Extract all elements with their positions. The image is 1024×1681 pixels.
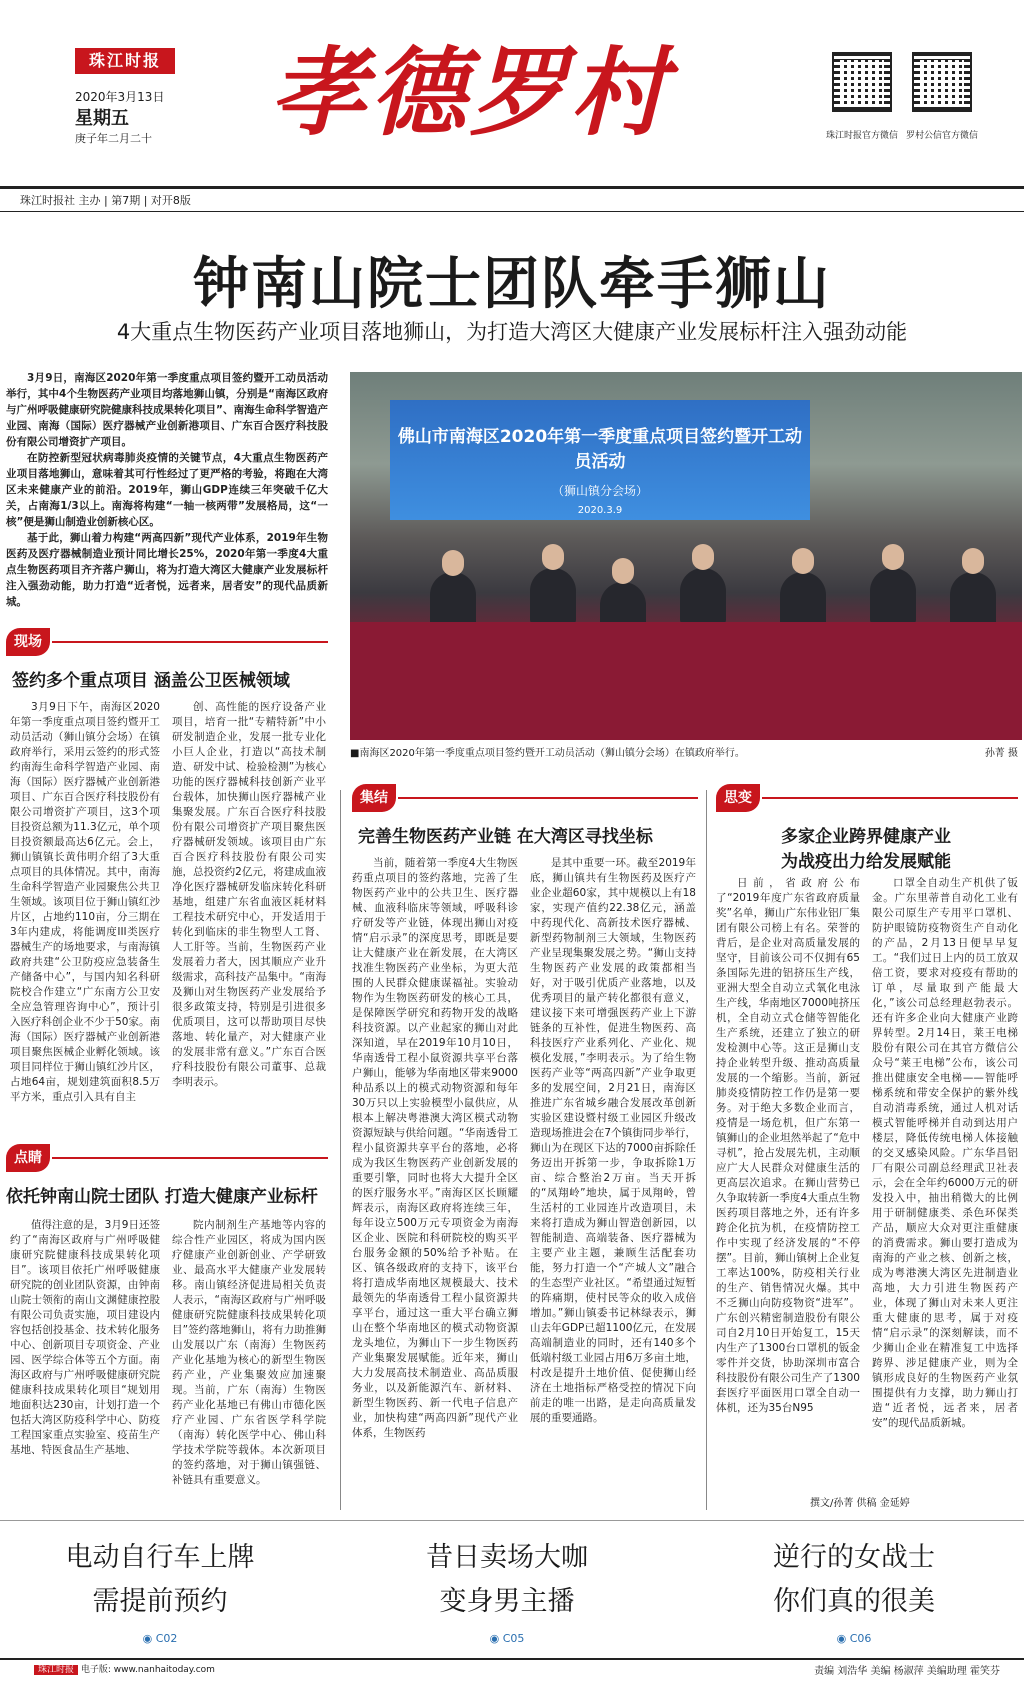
event-screen — [390, 400, 810, 520]
section-title-sibian — [716, 822, 1016, 872]
article-column — [530, 856, 696, 1508]
section-rule — [52, 1157, 328, 1159]
article-text: 是其中重要一环。截至2019年底，狮山镇共有生物医药及医疗产业企业超60家，其中规模以上有18家，实现产值约22.38亿元，涵盖中药现代化、高新技术医疗器械、新型药物制剂三大领域，生物医药产业呈现集聚发展之势。“狮山支持生物医药产业发展的政策都相当好，对于吸引优质产业落地，以及优秀项目的量产转化都很有意义，建议接下来可增强医药产业上下游链条的互补性，促进生物医药、高科技医疗产业系列化、产业化、规模化发展，”李明表示。为了给生物医药产业等“两高四新”产业争取更多的发展空间，2月21日，南海区推进广东省城乡融合发展改革创新实验区建设暨村级工业园区升级改造现场推进会在7个镇街同步举行，狮山为在现区下达的7000亩拆除任务迈出开拆第一步，争取拆除1万亩、综合整治2万亩。当天开拆的“凤翔岭”地块，属于凤翔岭，曾生活村的工业园连片改造项目，未来将打造成为狮山智造创新园，以智能制造、高端装备、医疗器械为主要产业主题，兼顾生活配套功能，努力打造一个“产城人文”融合的生态型产业社区。“希望通过短暂的阵痛期，使村民等众的收入成倍增加。”狮山镇委书记林绿表示，狮山去年GDP已超1100亿元，在发展高端制造业的同时，还有140多个低端村级工业园占用6万多亩土地，村改是提升土地价值、促使狮山经济在土地指标严格受控的情况下向前走的唯一出路，是走向高质量发展的重要通路。 — [530, 857, 696, 1424]
teaser-line: 逆行的女战士 — [773, 1542, 935, 1573]
section-tag-sibian: 思变 — [716, 784, 760, 812]
article-text: 当前，随着第一季度4大生物医药重点项目的签约落地，完善了生物医药产业中的公共卫生、医疗器械、血液科临床等领域，呼吸科诊疗研发等产业链，体现出狮山对疫情“启示录”的深度思考，即既是要让大健康产业在新发展，在大湾区找准生物医药产业坐标，为更大范围的人民群众健康谋福祉。实验动物作为生物医药研发的核心工具，是保障医学研究和药物开发的战略科技资源。以产业起家的狮山对此深知道，早在2019年10月10日，华南透骨工程小鼠资源共享平台落户狮山，能够为华南地区带来9000种品系以上的模式动物资源和每年30万只以上实验模型小鼠供应，从根本上解决粤港澳大湾区模式动物资源短缺与供给问题。“华南透骨工程小鼠资源共享平台的落地，必将成为我区生物医药产业创新发展的重要引擎，同时也将大大提升全区的医疗服务水平。”南海区区长顾耀辉表示，南海区政府将连续三年，每年设立500万元专项资金为南海区企业、医院和科研院校的购买平台服务金额的50%给予补贴。在区、镇各级政府的支持下，该平台将打造成华南地区规模最大、技术最领先的华南透骨工程小鼠资源共享平台，通过这一重大平台确立狮山在整个华南地区的模式动物资源龙头地位，为狮山下一步生物医药产业集聚发展赋能。近年来，狮山大力发展高技术制造业、高品质服务业，以及新能源汽车、新材料、新型生物医药、新一代电子信息产业，加快构建“两高四新”现代产业体系，生物医药 — [352, 857, 518, 1439]
article-text: 创、高性能的医疗设备产业项目，培育一批“专精特新”中小研发制造企业，发展一批专业化小巨人企业，打造以“高技术制造、研发中试、检验检测”为核心功能的医疗器械科技创新产业平台载体，加快狮山医疗器械产业集聚发展。广东百合医疗科技股份有限公司增资扩产项目聚焦医疗器械研发领域。该项目由广东百合医疗科技股份有限公司实施，总投资约2亿元，将建成血液净化医疗器械研发临床转化科研基地，组建广东省血液区耗材料工程技术研究中心，开发适用于转化到临床的非生物型人工肾、人工肝等。当前，生物医药产业发展着力者大，因其顺应产业升级需求，高科技产品集中。“南海及狮山对生物医药产业发展给予很多政策支持，特别是引进很多优质项目，这可以帮助项目尽快落地、转化量产，对大健康产业的发展非常有意义。”广东百合医疗科技股份有限公司董事、总裁李明表示。 — [172, 701, 326, 1088]
article-column — [172, 1218, 326, 1508]
issue-info: 珠江时报社 主办 | 第7期 | 对开8版 — [20, 194, 191, 207]
article-text: 口罩全自动生产机供了钣金。广东里蒂普自动化工业有限公司原生产专用平口罩机、防护眼镜防疫物资生产自动化的产品，2月13日便早早复工。“我们过日上内的员工放双倍工资，要求对疫疫有帮助的订单，尽量取到产能最大化，”该公司总经理赵勃表示。还有许多企业向大健康产业跨界转型。2月14日，莱王电梯股份有限公司在其官方微信公众号“莱王电梯”公布，该公司推出健康安全电梯——智能呼梯系统和带安全保护的紫外线自动消毒系统，通过人机对话模式智能呼梯并自动到达用户楼层，降低传统电梯人体接触的交叉感染风险。广东华昌铝厂有限公司副总经理武卫社表示，会在全年约6000万元的研发投入中，抽出稍微大的比例用于研制健康类、杀色环保类产品，顺应大众对更注重健康的消费需求。狮山要打造成为南海的产业之核、创新之核，成为粤港澳大湾区先进制造业高地，大力引进生物医药产业，体现了狮山对未来人更注重大健康的思考，属于对疫情“启示录”的深刻解读，而不少狮山企业在精准复工中选择跨界、涉足健康产业，则为全镇形成良好的生物医药产业氛围提供有力支撑，助力狮山打造“近者悦，远者来，居者安”的现代品质新城。 — [872, 877, 1018, 1429]
conference-table — [350, 622, 1022, 740]
section-rule — [398, 797, 698, 799]
lead-paragraph: 3月9日，南海区2020年第一季度重点项目签约暨开工动员活动举行，其中4个生物医药产业项目均落地狮山镇，分别是“南海区政府与广州呼吸健康研究院健康科技成果转化项目”、南海生命科学智造产业园、南海（国际）医疗器械产业创新港项目、广东百合医疗科技股份有限公司增资扩产项目。 — [6, 372, 328, 448]
photo-caption — [350, 744, 1022, 759]
article-text: 院内制剂生产基地等内容的综合性产业园区，将成为国内医疗健康产业创新创业、产学研致业、最高水平大健康产业发展转移。南山镇经济促进局相关负责人表示，“南海区政府与广州呼吸健康研究院健康科技成果转化项目”签约落地狮山，将有力助推狮山发展以广东（南海）生物医药产业化基地为核心的新型生物医药产业，产业集聚效应加速聚现。当前，广东（南海）生物医药产业化基地已有佛山市德化医疗产业园、广东省医学科学院（南海）转化医学中心、佛山科学技术学院等载体。本次新项目的签约落地，对于狮山镇强链、补链具有重要意义。 — [172, 1219, 326, 1486]
teaser-page-c02[interactable]: ◉ C02 — [142, 1632, 178, 1645]
lunar-date: 庚子年二月二十 — [75, 132, 152, 145]
zhujiang-times-logo: 珠江时报 — [75, 48, 175, 74]
teaser-c06[interactable] — [704, 1536, 1004, 1624]
caption-text: ■南海区2020年第一季度重点项目签约暨开工动员活动（狮山镇分会场）在镇政府举行。 — [350, 748, 745, 759]
masthead-brand: 孝德罗村 — [270, 36, 670, 149]
lead-paragraph: 基于此，狮山着力构建“两高四新”现代产业体系，2019年生物医药及医疗器械制造业预计同比增长25%，2020年第一季度4大重点生物医药项目齐齐落户狮山，将为打造大湾区大健康产业发展标杆注入强劲动能，助力打造“近者悦，远者来，居者安”的现代品质新城。 — [6, 532, 328, 608]
teaser-line: 电动自行车上牌 — [65, 1542, 255, 1573]
issue-date: 2020年3月13日 — [75, 90, 165, 104]
issue-weekday: 星期五 — [75, 108, 129, 129]
screen-title: 佛山市南海区2020年第一季度重点项目签约暨开工动员活动 — [397, 427, 803, 472]
teaser-c02[interactable] — [10, 1536, 310, 1624]
article-column — [352, 856, 518, 1508]
event-photo — [350, 372, 1022, 740]
lead-paragraph: 在防控新型冠状病毒肺炎疫情的关键节点，4大重点生物医药产业项目落地狮山，意味着其可行性经过了更严格的考验，将跑在大湾区未来健康产业的前沿。2019年，狮山GDP连续三年突破千亿大关，占南海1/3以上。南海将构建“一轴一核两带”发展格局，这“一核”便是狮山制造业创新核心区。 — [6, 452, 328, 528]
page-headline: 钟南山院士团队牵手狮山 — [193, 252, 831, 317]
qr-caption: 罗村公信官方微信 — [905, 131, 978, 141]
footer-editors: 责编 刘浩华 美编 杨淑萍 美编助理 霍笑芬 — [814, 1666, 1000, 1677]
lead-article — [6, 370, 328, 610]
teaser-page-c05[interactable]: ◉ C05 — [489, 1632, 525, 1645]
section-title-dianjing: 依托钟南山院士团队 打造大健康产业标杆 — [6, 1187, 318, 1207]
teaser-line: 你们真的很美 — [773, 1586, 935, 1617]
section-rule — [52, 641, 328, 643]
section-rule — [762, 797, 1018, 799]
article-text: 3月9日下午，南海区2020年第一季度重点项目签约暨开工动员活动（狮山镇分会场）在镇政府举行，采用云签约的形式签约南海生命科学智造产业园、南海（国际）医疗器械产业创新港项目、广东百合医疗科技股份有限公司增资扩产项目，这3个项目投资总额为11.3亿元，单个项目投资额最高达6亿元。会上，狮山镇镇长黄伟明介绍了3大重点项目的具体情况。其中，南海生命科学智造产业园聚焦公共卫生领域。该项目位于狮山镇红沙片区，占地约110亩，分三期在3年内建成，将能调度III类医疗器械生产的场地要求，与南海镇政府共建“公卫防疫应急装备生产储备中心”，与国内知名科研院校合作建立“广东南方公卫安全应急管理咨询中心”，预计引入医疗科创企业不少于50家。南海（国际）医疗器械产业创新港项目聚焦医械企业孵化领域。该项目同样位于狮山镇红沙片区，占地64亩，规划建筑面积8.5万平方米，重点引入具有自主 — [10, 701, 160, 1103]
title-line: 为战疫出力给发展赋能 — [781, 852, 951, 872]
column-divider — [706, 790, 707, 1510]
footer-logo: 珠江时报 — [34, 1665, 78, 1675]
column-divider — [340, 790, 341, 1510]
photo-credit: 孙菁 摄 — [984, 748, 1018, 759]
section-title-xianchang: 签约多个重点项目 涵盖公卫医械领域 — [12, 671, 290, 691]
section-tag-jijie: 集结 — [352, 784, 396, 812]
article-column — [716, 876, 860, 1486]
section-title-jijie: 完善生物医药产业链 在大湾区寻找坐标 — [358, 827, 653, 847]
teaser-divider — [0, 1520, 1024, 1521]
byline: 撰文/孙菁 供稿 金延婷 — [810, 1498, 910, 1509]
title-line: 多家企业跨界健康产业 — [781, 827, 951, 847]
footer-left — [34, 1662, 215, 1675]
article-column — [872, 876, 1018, 1486]
page-ref: C02 — [155, 1632, 178, 1645]
article-text: 日前，省政府公布了“2019年度广东省政府质量奖”名单，狮山广东伟业铝厂集团有限公司榜上有名。荣誉的背后，是企业对高质量发展的坚守，目前该公司不仅拥有65条国际先进的铝挤压生产线，亚洲大型全自动立式氧化电泳生产线，华南地区7000吨挤压机，全自动立式仓储等智能化生产系统，还建立了独立的研发检测中心等。这正是狮山支持企业转型升级、推动高质量发展的一个缩影。当前，新冠肺炎疫情防控工作仍是第一要务。对于绝大多数企业而言，疫情是一场危机，但广东第一镇狮山的企业坦然举起了“危中寻机”，抢占发展先机，主动顺应广大人民群众对健康生活的更高层次追求。在狮山营势已久争取转新一季度4大重点生物医药项目落地之外，还有许多跨企化抗为机，在疫情防控工作中实现了经济发展的“不停摆”。目前，狮山镇树上企业复工率达100%，防疫相关行业的生产、销售情况火爆。其中不乏狮山向防疫物资“进军”。广东创兴精密制造股份有限公司自2月10日开始复工，15天内生产了1300台口罩机的钣金零件并交货，协助深圳市富合科技股份有限公司生产了1300套医疗平面医用口罩全自动一体机，还为35台N95 — [716, 877, 860, 1414]
teaser-line: 需提前预约 — [92, 1586, 228, 1617]
article-column — [172, 700, 326, 1120]
teaser-line: 变身男主播 — [439, 1586, 575, 1617]
qr-code-icon — [832, 52, 892, 112]
page-subheadline: 4大重点生物医药产业项目落地狮山，为打造大湾区大健康产业发展标杆注入强劲动能 — [116, 320, 908, 344]
qr-caption: 珠江时报官方微信 — [825, 131, 898, 141]
teaser-page-c06[interactable]: ◉ C06 — [836, 1632, 872, 1645]
article-text: 值得注意的是，3月9日还签约了“南海区政府与广州呼吸健康研究院健康科技成果转化项目”。该项目依托广州呼吸健康研究院的创业团队资源，由钟南山院士领衔的南山文渊健康控股有限公司负责实施，项目建设内容包括创投基金、技术转化服务中心、创新项目专项资金、产业园、医学综合体等五个方面。南海区政府与广州呼吸健康研究院健康科技成果转化项目“规划用地面积达230亩，计划打造一个包括大湾区防疫科学中心、防疫工程国家重点实验室、疫苗生产基地、特医食品生产基地、 — [10, 1219, 160, 1456]
section-tag-dianjing: 点睛 — [6, 1144, 50, 1172]
page-ref: C05 — [502, 1632, 525, 1645]
section-tag-xianchang: 现场 — [6, 628, 50, 656]
page-ref: C06 — [849, 1632, 872, 1645]
teaser-line: 昔日卖场大咖 — [426, 1542, 588, 1573]
screen-subtitle: （狮山镇分会场） — [551, 484, 648, 498]
teaser-c05[interactable] — [357, 1536, 657, 1624]
article-column — [10, 1218, 160, 1508]
screen-date: 2020.3.9 — [577, 505, 623, 516]
article-column — [10, 700, 160, 1120]
qr-code-icon — [912, 52, 972, 112]
footer-website[interactable]: 电子版: www.nanhaitoday.com — [80, 1665, 215, 1675]
